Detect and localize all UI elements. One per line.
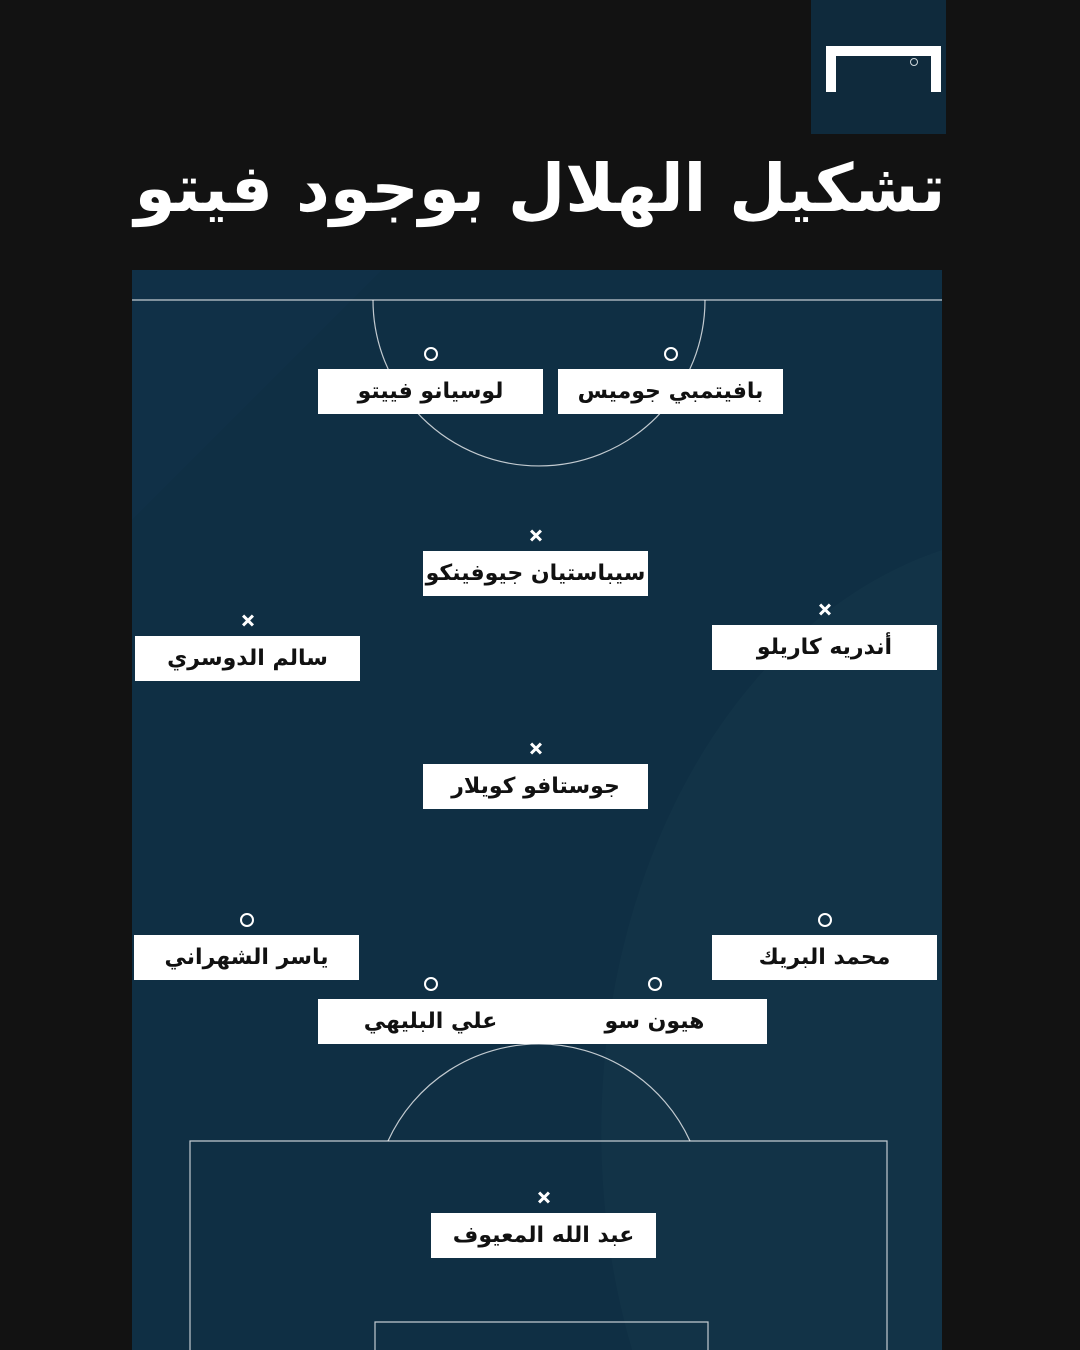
- circle-marker-icon: [423, 346, 439, 362]
- goal-logo-icon: [826, 46, 941, 92]
- player-card: [431, 1213, 656, 1258]
- pitch-lines: [132, 270, 942, 1350]
- circle-marker-icon: [647, 976, 663, 992]
- player-name: سيباستيان جيوفينكو: [423, 551, 648, 596]
- player-card: [423, 764, 648, 809]
- player-name: هيون سو: [542, 999, 767, 1044]
- player-name: بافيتمبي جوميس: [558, 369, 783, 414]
- player-name: محمد البريك: [712, 935, 937, 980]
- player-card: [558, 369, 783, 414]
- goal-logo: [811, 0, 946, 134]
- player-card: [135, 636, 360, 681]
- player-name: ياسر الشهراني: [134, 935, 359, 980]
- player-name: أندريه كاريلو: [712, 625, 937, 670]
- player-name: لوسيانو فييتو: [318, 369, 543, 414]
- player-card: [318, 369, 543, 414]
- circle-marker-icon: [423, 976, 439, 992]
- cross-marker-icon: [528, 741, 544, 757]
- cross-marker-icon: [528, 528, 544, 544]
- player-name: جوستافو كويلار: [423, 764, 648, 809]
- player-card: [542, 999, 767, 1044]
- page-title: تشكيل الهلال بوجود فيتو: [134, 150, 946, 227]
- circle-marker-icon: [663, 346, 679, 362]
- cross-marker-icon: [536, 1190, 552, 1206]
- player-card: [318, 999, 543, 1044]
- player-card: [712, 935, 937, 980]
- cross-marker-icon: [240, 613, 256, 629]
- player-card: [134, 935, 359, 980]
- circle-marker-icon: [817, 912, 833, 928]
- player-name: علي البليهي: [318, 999, 543, 1044]
- cross-marker-icon: [817, 602, 833, 618]
- player-name: عبد الله المعيوف: [431, 1213, 656, 1258]
- trademark-icon: [910, 58, 918, 66]
- pitch: [132, 270, 942, 1350]
- player-card: [423, 551, 648, 596]
- player-name: سالم الدوسري: [135, 636, 360, 681]
- circle-marker-icon: [239, 912, 255, 928]
- player-card: [712, 625, 937, 670]
